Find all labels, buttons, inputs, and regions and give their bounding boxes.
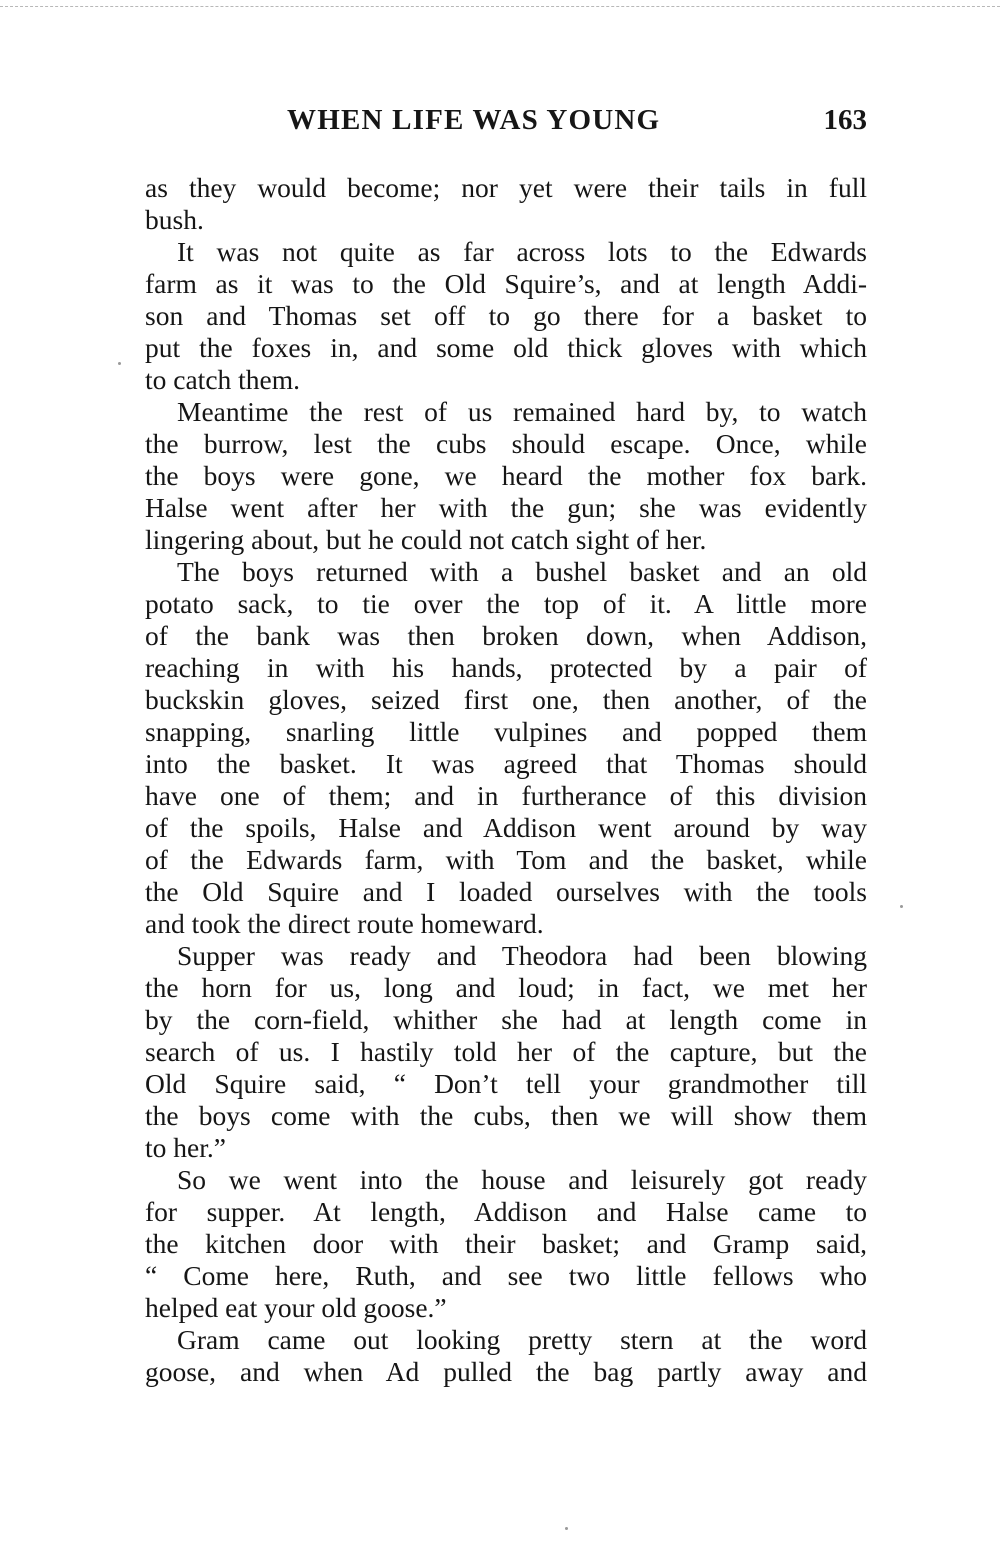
text-line: as they would become; nor yet were their tails in full [145,172,867,203]
text-line: Meantime the rest of us remained hard by, to watch [177,396,867,427]
text-line: bush. [145,204,204,235]
scan-speck [565,1527,568,1530]
text-line: the horn for us, long and loud; in fact, we met her [145,972,867,1003]
text-line: have one of them; and in furtherance of this division [145,780,867,811]
text-line: of the Edwards farm, with Tom and the basket, while [145,844,867,875]
text-line: buckskin gloves, seized first one, then another, of the [145,684,867,715]
running-head-title: WHEN LIFE WAS YOUNG [287,104,661,136]
text-line: It was not quite as far across lots to the Edwards [177,236,867,267]
page-number: 163 [823,104,867,136]
text-line: son and Thomas set off to go there for a basket to [145,300,867,331]
text-line: search of us. I hastily told her of the capture, but the [145,1036,867,1067]
text-line: by the corn-field, whither she had at length come in [145,1004,867,1035]
text-line: the kitchen door with their basket; and Gramp said, [145,1228,867,1259]
text-line: Old Squire said, “ Don’t tell your grandmother till [145,1068,867,1099]
text-line: lingering about, but he could not catch sight of her. [145,524,707,555]
text-line: So we went into the house and leisurely got ready [177,1164,867,1195]
scan-edge-line [0,6,1000,7]
text-line: the boys come with the cubs, then we will show them [145,1100,867,1131]
text-line: farm as it was to the Old Squire’s, and at length Addi- [145,268,867,299]
text-line: of the bank was then broken down, when Addison, [145,620,867,651]
text-line: reaching in with his hands, protected by a pair of [145,652,867,683]
text-line: Gram came out looking pretty stern at the word [177,1324,867,1355]
scan-speck [900,905,903,908]
text-line: the burrow, lest the cubs should escape. Once, while [145,428,867,459]
text-line: for supper. At length, Addison and Halse came to [145,1196,867,1227]
text-line: Supper was ready and Theodora had been blowing [177,940,867,971]
text-line: into the basket. It was agreed that Thomas should [145,748,867,779]
running-head [145,104,867,140]
body-text [145,172,867,1388]
text-line: “ Come here, Ruth, and see two little fellows who [145,1260,867,1291]
text-line: snapping, snarling little vulpines and popped them [145,716,867,747]
text-line: and took the direct route homeward. [145,908,544,939]
text-line: The boys returned with a bushel basket and an old [177,556,867,587]
scan-speck [118,362,121,365]
text-line: of the spoils, Halse and Addison went around by way [145,812,867,843]
text-line: goose, and when Ad pulled the bag partly away and [145,1356,867,1387]
text-line: Halse went after her with the gun; she was evidently [145,492,867,523]
text-line: helped eat your old goose.” [145,1292,447,1323]
text-line: put the foxes in, and some old thick gloves with which [145,332,867,363]
text-line: the boys were gone, we heard the mother fox bark. [145,460,867,491]
text-line: the Old Squire and I loaded ourselves with the tools [145,876,867,907]
text-line: potato sack, to tie over the top of it. A little more [145,588,867,619]
text-line: to her.” [145,1132,226,1163]
text-line: to catch them. [145,364,301,395]
